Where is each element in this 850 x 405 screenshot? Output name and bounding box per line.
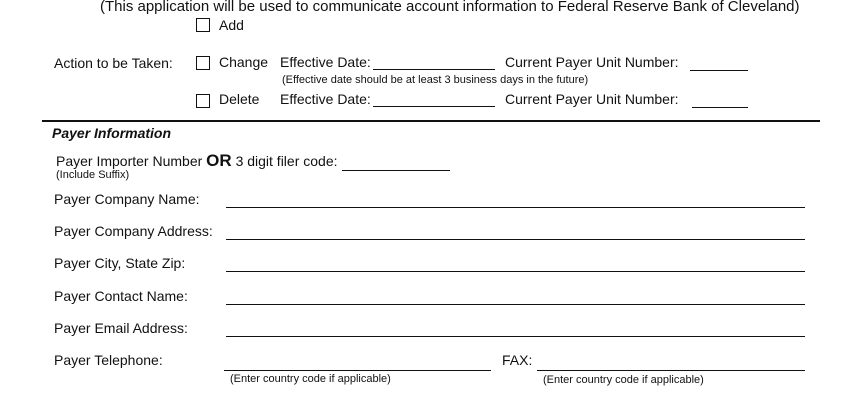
importer-number-label	[56, 151, 338, 171]
fax-label: FAX:	[502, 352, 533, 368]
telephone-country-code-note: (Enter country code if applicable)	[230, 373, 391, 385]
effective-date-note: (Effective date should be at least 3 business days in the future)	[282, 74, 589, 86]
contact-name-label: Payer Contact Name:	[54, 288, 188, 304]
change-label: Change	[219, 54, 269, 70]
delete-label: Delete	[219, 91, 260, 107]
city-state-zip-label: Payer City, State Zip:	[54, 255, 186, 271]
importer-or: OR	[206, 151, 232, 170]
delete-current-payer-unit-field[interactable]	[692, 107, 748, 108]
importer-label-b: 3 digit filer code:	[235, 153, 338, 169]
importer-number-field[interactable]	[342, 170, 450, 171]
add-label: Add	[219, 17, 244, 33]
add-checkbox[interactable]	[196, 18, 210, 32]
fax-country-code-note: (Enter country code if applicable)	[543, 374, 704, 386]
importer-label-a: Payer Importer Number	[56, 153, 203, 169]
change-checkbox[interactable]	[196, 56, 210, 70]
delete-effective-date-label: Effective Date:	[280, 91, 371, 107]
delete-current-payer-unit-label: Current Payer Unit Number:	[505, 91, 679, 107]
change-effective-date-label: Effective Date:	[280, 54, 371, 70]
contact-name-field[interactable]	[226, 304, 805, 305]
change-current-payer-unit-label: Current Payer Unit Number:	[505, 54, 679, 70]
email-label: Payer Email Address:	[54, 320, 188, 336]
company-name-field[interactable]	[226, 207, 805, 208]
change-effective-date-field[interactable]	[373, 69, 495, 70]
action-label: Action to be Taken:	[54, 55, 173, 71]
delete-checkbox[interactable]	[196, 94, 210, 108]
company-address-label: Payer Company Address:	[54, 223, 213, 239]
fax-field[interactable]	[537, 370, 805, 371]
payer-section-title: Payer Information	[52, 125, 172, 141]
company-name-label: Payer Company Name:	[54, 191, 200, 207]
delete-effective-date-field[interactable]	[373, 106, 495, 107]
section-divider	[42, 120, 820, 122]
telephone-label: Payer Telephone:	[54, 352, 163, 368]
city-state-zip-field[interactable]	[226, 271, 805, 272]
telephone-field[interactable]	[224, 370, 491, 371]
header-notice: (This application will be used to communicate account information to Federal Reserve Bank of Cleveland)	[100, 0, 800, 15]
change-current-payer-unit-field[interactable]	[690, 70, 748, 71]
company-address-field[interactable]	[226, 239, 805, 240]
email-field[interactable]	[226, 336, 805, 337]
include-suffix-note: (Include Suffix)	[56, 169, 130, 181]
